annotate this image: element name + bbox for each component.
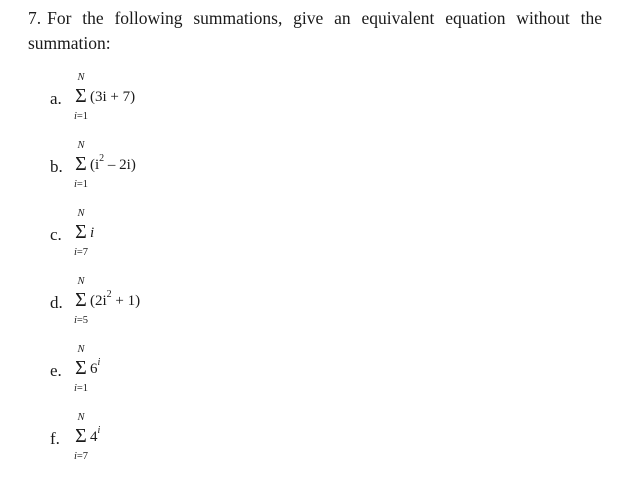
upper-limit: N	[77, 344, 85, 355]
expr-part: (2i	[90, 293, 107, 309]
summation-operator	[70, 412, 92, 472]
expr-part: + 1)	[111, 293, 141, 309]
lower-limit	[70, 315, 92, 326]
summation-operator	[70, 208, 95, 268]
expr-part: 4	[90, 429, 98, 445]
lower-limit-variable: i	[73, 179, 77, 190]
expr-part: (i	[90, 157, 100, 173]
summation-item-e	[50, 344, 350, 404]
item-label: b.	[50, 157, 63, 176]
item-label: f.	[50, 429, 60, 448]
item-label: c.	[50, 225, 62, 244]
lower-limit-value: =1	[76, 111, 89, 122]
summation-item-d	[50, 276, 350, 336]
upper-limit: N	[77, 276, 85, 287]
summand-expression	[90, 425, 101, 446]
upper-limit: N	[77, 140, 85, 151]
expr-superscript: 2	[99, 153, 105, 164]
question-7	[28, 6, 602, 56]
expr-superscript: i	[97, 425, 101, 436]
lower-limit	[70, 451, 92, 462]
summation-item-c	[50, 208, 350, 268]
expr-part: i	[90, 225, 95, 241]
upper-limit: N	[77, 72, 85, 83]
lower-limit-variable: i	[73, 111, 77, 122]
expr-superscript: 2	[106, 289, 112, 300]
expr-part: 6	[90, 361, 98, 377]
lower-limit-value: =1	[76, 383, 89, 394]
upper-limit: N	[77, 208, 85, 219]
question-text: For the following summations, give an equivalent equation without the summation:	[28, 8, 602, 53]
lower-limit-variable: i	[73, 383, 77, 394]
lower-limit	[70, 111, 92, 122]
sigma-icon: Σ	[75, 357, 87, 379]
upper-limit: N	[77, 412, 85, 423]
lower-limit-value: =7	[76, 247, 89, 258]
item-label: a.	[50, 89, 62, 108]
summation-item-a	[50, 72, 350, 132]
summation-operator	[70, 140, 92, 200]
lower-limit-value: =5	[76, 315, 89, 326]
summand-expression	[90, 225, 94, 242]
summand-expression	[90, 357, 101, 378]
sigma-icon: Σ	[75, 153, 87, 175]
expr-superscript: i	[97, 357, 101, 368]
item-label: e.	[50, 361, 62, 380]
expr-part: – 2i)	[104, 157, 136, 173]
sigma-icon: Σ	[75, 289, 87, 311]
lower-limit	[70, 383, 92, 394]
lower-limit-variable: i	[73, 451, 77, 462]
lower-limit-variable: i	[73, 315, 77, 326]
sigma-icon: Σ	[75, 85, 87, 107]
lower-limit-value: =7	[76, 451, 89, 462]
summation-item-f	[50, 412, 350, 472]
item-label: d.	[50, 293, 63, 312]
expr-part: (3i + 7)	[90, 89, 136, 105]
summand-expression	[90, 289, 141, 310]
lower-limit-value: =1	[76, 179, 89, 190]
lower-limit	[70, 247, 92, 258]
summand-expression	[90, 89, 135, 106]
summation-operator	[70, 72, 92, 132]
summation-item-b	[50, 140, 350, 200]
sigma-icon: Σ	[75, 425, 87, 447]
sigma-icon: Σ	[75, 221, 87, 243]
summand-expression	[90, 153, 136, 174]
lower-limit	[70, 179, 92, 190]
question-number: 7.	[28, 8, 42, 28]
lower-limit-variable: i	[73, 247, 77, 258]
summation-operator	[70, 344, 92, 404]
summation-operator	[70, 276, 92, 336]
